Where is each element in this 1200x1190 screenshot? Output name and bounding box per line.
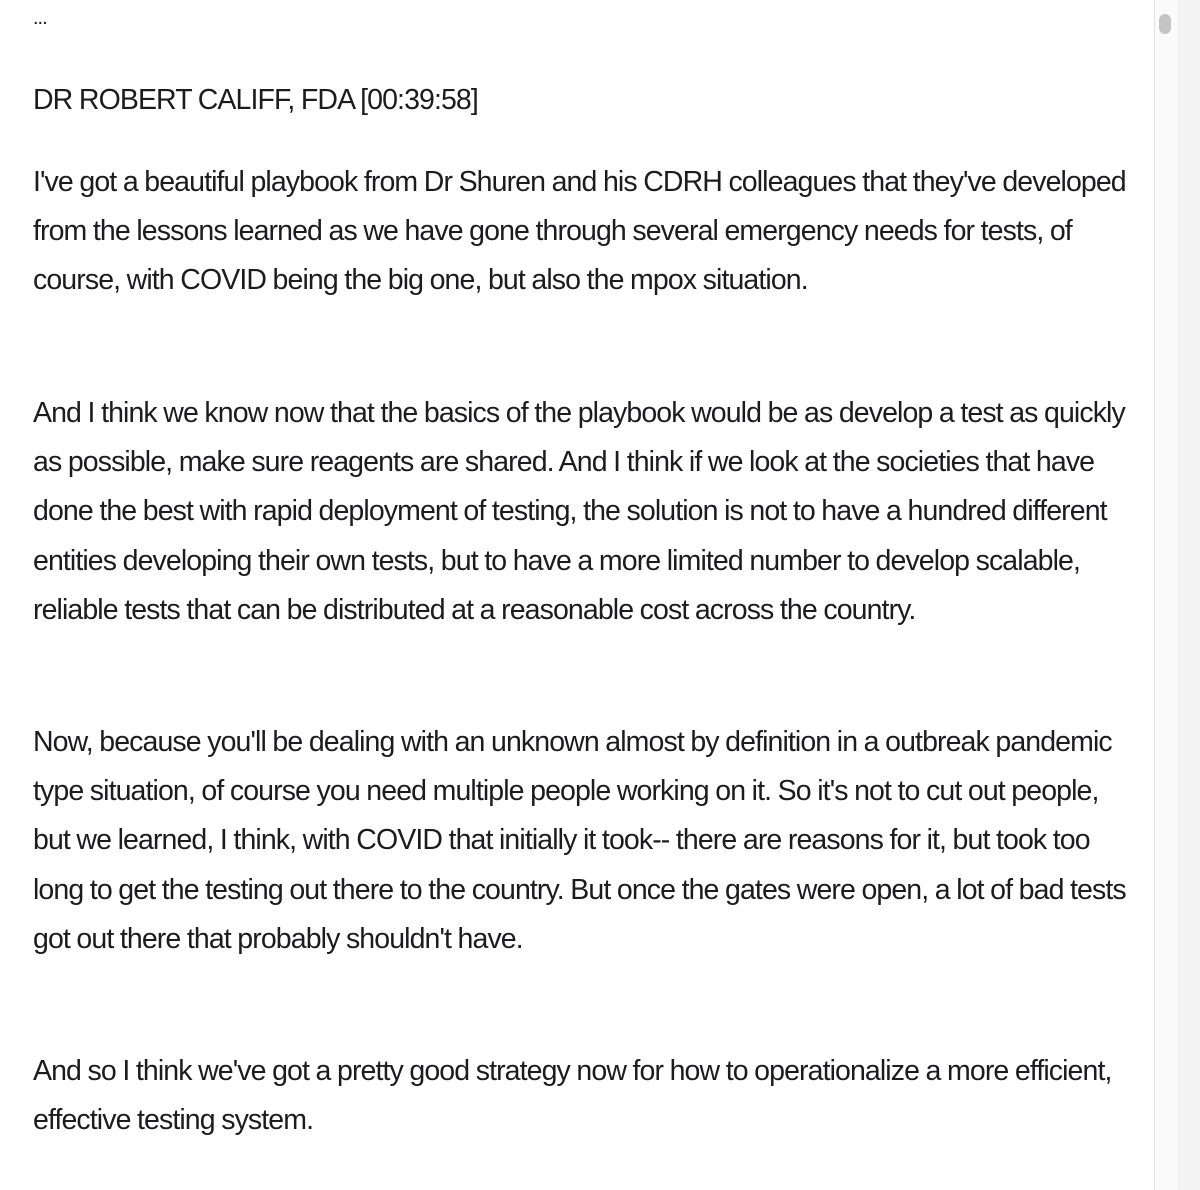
transcript-paragraph: Now, because you'll be dealing with an unknown almost by definition in a outbreak pandemic type situation, of course you need multiple people working on it. So it's not to cut out people, but we learned, I think, with COVID that initially it took-- there are reasons for it, but took too long to get the testing out there to the country. But once the gates were open, a lot of bad tests got out there that probably shouldn't have. <box>33 726 1126 955</box>
transcript-paragraph: And so I think we've got a pretty good strategy now for how to operationalize a more efficient, effective testing system. <box>33 1055 1112 1137</box>
vertical-scrollbar[interactable] <box>1154 0 1200 1190</box>
scrollbar-thumb[interactable] <box>1159 14 1171 34</box>
speaker-heading: DR ROBERT CALIFF, FDA [00:39:58] <box>33 84 478 116</box>
transcript-paragraph: And I think we know now that the basics of the playbook would be as develop a test as quickly as possible, make sure reagents are shared. And I think if we look at the societies that have done the best with rapid deployment of testing, the solution is not to have a hundred different entities developing their own tests, but to have a more limited number to develop scalable, reliable tests that can be distributed at a reasonable cost across the country. <box>33 397 1125 626</box>
transcript-paragraph: I've got a beautiful playbook from Dr Shuren and his CDRH colleagues that they've developed from the lessons learned as we have gone through several emergency needs for tests, of course, with COVID being the big one, but also the mpox situation. <box>33 166 1126 297</box>
truncation-ellipsis: ... <box>33 7 47 29</box>
